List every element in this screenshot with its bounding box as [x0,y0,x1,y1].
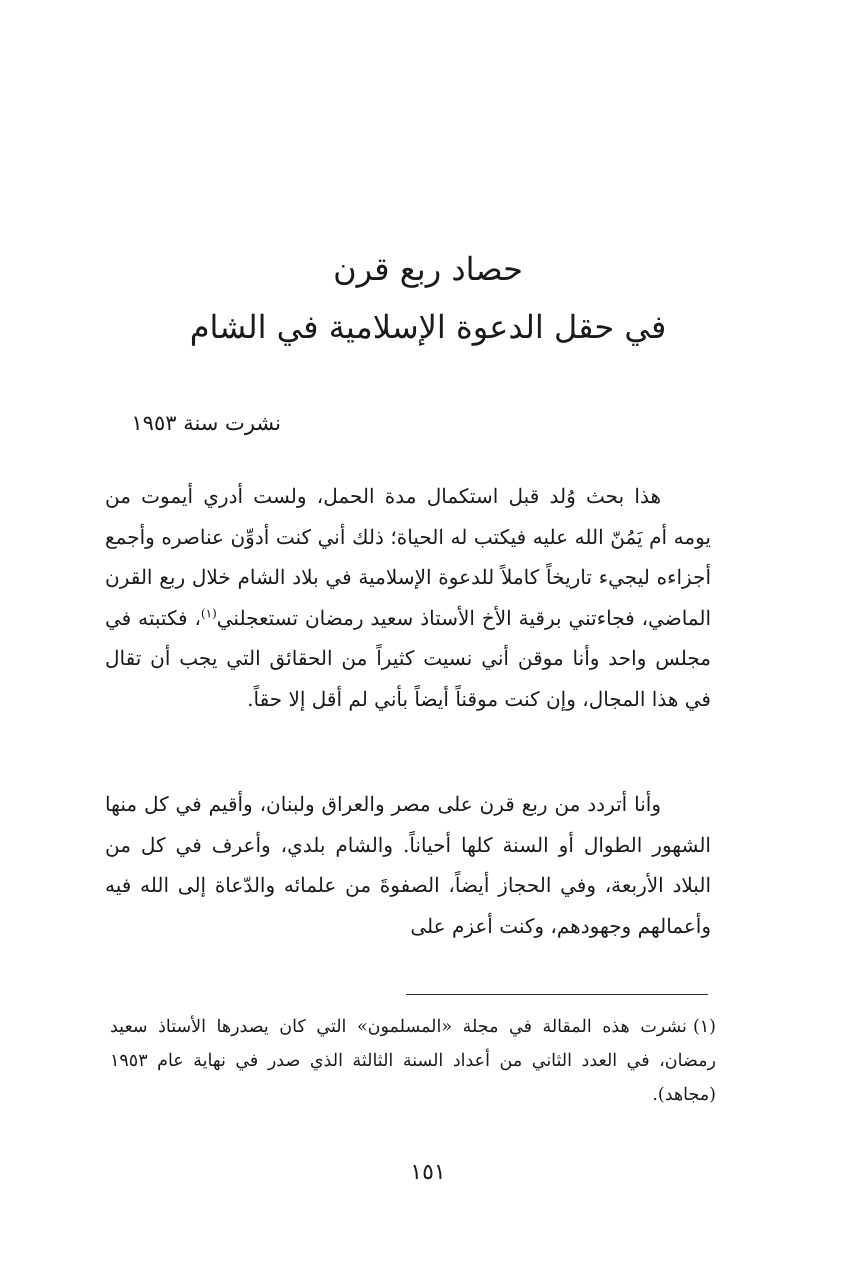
chapter-title [110,240,746,356]
footnote-text: نشرت هذه المقالة في مجلة «المسلمون» التي كان يصدرها الأستاذ سعيد رمضان، في العدد الثاني من أعداد السنة الثالثة الذي صدر في نهاية عام ١٩٥٣ (مجاهد). [110,1017,716,1105]
publication-note: نشرت سنة ١٩٥٣ [131,411,281,435]
footnote-reference[interactable]: (١) [200,605,217,620]
paragraph-1-text-b: ، فكتبته في مجلس واحد وأنا موقن أني نسيت كثيراً من الحقائق التي يجب أن تقال في هذا المجال، وإن كنت موقناً أيضاً بأني لم أقل إلا حقاً. [105,605,711,711]
footnote-number: (١) [692,1017,716,1037]
paragraph-2: وأنا أتردد من ربع قرن على مصر والعراق ولبنان، وأقيم في كل منها الشهور الطوال أو السنة كلها أحياناً. والشام بلدي، وأعرف في كل من البلاد الأربعة، وفي الحجاز أيضاً، الصفوةَ من علمائه والدّعاة إلى الله فيه وأعمالهم وجهودهم، وكنت أعزم على [105,792,711,938]
footnote [110,1010,716,1112]
footnote-separator [406,994,708,995]
page-number: ١٥١ [410,1160,446,1185]
chapter-title-line-1: حصاد ربع قرن [333,250,523,288]
chapter-title-line-2: في حقل الدعوة الإسلامية في الشام [189,308,667,346]
paragraph-1 [105,476,711,719]
paragraph-1-text-a: هذا بحث وُلد قبل استكمال مدة الحمل، ولست أدري أيموت من يومه أم يَمُنّ الله عليه فيكتب له الحياة؛ ذلك أني كنت أدوِّن عناصره وأجمع أجزاءه ليجيء تاريخاً كاملاً للدعوة الإسلامية في بلاد الشام خلال ربع القرن الماضي، فجاءتني برقية الأخ الأستاذ سعيد رمضان تستعجلني [105,484,711,630]
